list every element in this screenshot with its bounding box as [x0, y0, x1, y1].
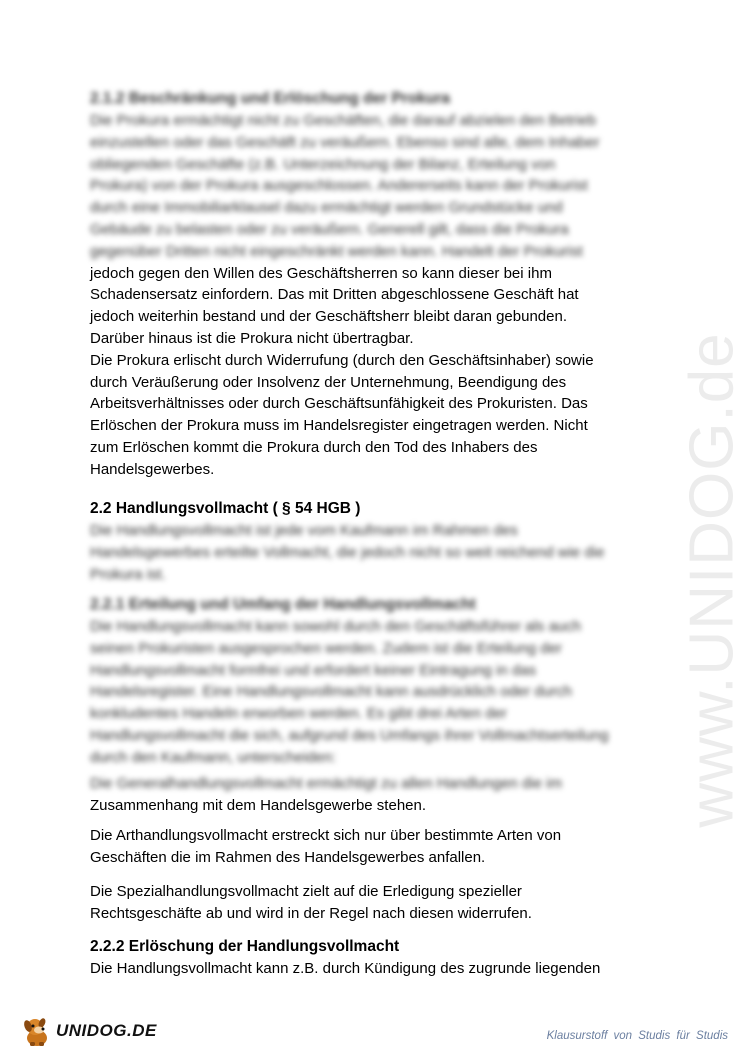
text-line: Handelsgewerbes erteilte Vollmacht, die jedoch nicht so weit reichend wie die — [90, 543, 605, 561]
section-heading: 2.1.2 Beschränkung und Erlöschung der Prokura — [90, 90, 451, 107]
text-line: gegenüber Dritten nicht eingeschränkt werden kann. Handelt der Prokurist — [90, 242, 583, 260]
text-line: durch Veräußerung oder Insolvenz der Unternehmung, Beendigung des — [90, 373, 567, 391]
text-line: Rechtsgeschäfte ab und wird in der Regel nach diesen widerrufen. — [90, 904, 532, 922]
text-line: Die Prokura erlischt durch Widerrufung (durch den Geschäftsinhaber) sowie — [90, 351, 594, 369]
text-line: jedoch weiterhin bestand und der Geschäftsherr bleibt daran gebunden. — [90, 308, 567, 326]
text-line: einzustellen oder das Geschäft zu veräußern. Ebenso sind alle, dem Inhaber — [90, 133, 600, 151]
paragraph-art — [90, 825, 665, 869]
section-2-2 — [90, 498, 665, 585]
text-line: Handlungsvollmacht die sich, aufgrund des Umfangs ihrer Vollmachtserteilung — [90, 726, 609, 744]
section-2-2-1 — [90, 594, 665, 769]
text-line: Darüber hinaus ist die Prokura nicht übertragbar. — [90, 329, 414, 347]
text-line: Die Generalhandlungsvollmacht ermächtigt zu allen Handlungen die im — [90, 775, 562, 792]
text-line: Die Spezialhandlungsvollmacht zielt auf die Erledigung spezieller — [90, 883, 522, 900]
text-line: Handelsregister. Eine Handlungsvollmacht kann ausdrücklich oder durch — [90, 683, 572, 701]
footer-logo — [20, 1014, 157, 1048]
text-line: Die Arthandlungsvollmacht erstreckt sich nur über bestimmte Arten von — [90, 827, 562, 844]
paragraph-general — [90, 773, 665, 817]
text-line: Die Prokura ermächtigt nicht zu Geschäften, die darauf abzielen den Betrieb — [90, 112, 597, 129]
text-line: Gebäude zu belasten oder zu veräußern. Generell gilt, dass die Prokura — [90, 220, 569, 238]
text-line: jedoch gegen den Willen des Geschäftsherren so kann dieser bei ihm — [90, 264, 552, 282]
text-line: Arbeitsverhältnisses oder durch Geschäftsunfähigkeit des Prokuristen. Das — [90, 395, 588, 413]
watermark: www.UNIDOG.de — [677, 332, 747, 828]
text-line: Die Handlungsvollmacht kann sowohl durch den Geschäftsführer als auch — [90, 618, 582, 635]
text-line: Schadensersatz einfordern. Das mit Dritten abgeschlossene Geschäft hat — [90, 286, 579, 304]
section-2-1-2 — [90, 88, 665, 481]
logo-text: UNIDOG.DE — [56, 1021, 157, 1040]
text-line: Die Handlungsvollmacht kann z.B. durch Kündigung des zugrunde liegenden — [90, 960, 601, 977]
section-2-2-2 — [90, 936, 665, 980]
text-line: obliegenden Geschäfte (z.B. Unterzeichnung der Bilanz, Erteilung von — [90, 155, 556, 173]
text-line: Prokura ist. — [90, 565, 166, 583]
paragraph-spezial — [90, 881, 665, 925]
section-heading: 2.2 Handlungsvollmacht ( § 54 HGB ) — [90, 500, 361, 517]
text-line: Geschäften die im Rahmen des Handelsgewerbes anfallen. — [90, 848, 486, 866]
text-line: Zusammenhang mit dem Handelsgewerbe stehen. — [90, 796, 427, 814]
footer-slogan: Klausurstoff von Studis für Studis — [546, 1030, 728, 1042]
text-line: zum Erlöschen kommt die Prokura durch den Tod des Inhabers des — [90, 438, 538, 456]
text-line: durch den Kaufmann, unterscheiden: — [90, 748, 336, 766]
dog-mascot-icon — [20, 1014, 54, 1048]
section-heading: 2.2.2 Erlöschung der Handlungsvollmacht — [90, 938, 400, 955]
text-line: Handelsgewerbes. — [90, 460, 215, 478]
text-line: konkludentes Handeln erworben werden. Es gibt drei Arten der — [90, 705, 507, 723]
text-line: Erlöschen der Prokura muss im Handelsregister eingetragen werden. Nicht — [90, 417, 588, 435]
text-line: Prokura) von der Prokura ausgeschlossen. Andererseits kann der Prokurist — [90, 177, 588, 195]
text-line: Handlungsvollmacht formfrei und erfordert keiner Eintragung in das — [90, 661, 537, 679]
text-line: durch eine Immobiliarklausel dazu ermächtigt werden Grundstücke und — [90, 199, 563, 217]
text-line: seinen Prokuristen ausgesprochen werden. Zudem ist die Erteilung der — [90, 639, 562, 657]
section-heading: 2.2.1 Erteilung und Umfang der Handlungsvollmacht — [90, 596, 476, 613]
text-line: Die Handlungsvollmacht ist jede vom Kaufmann im Rahmen des — [90, 522, 518, 539]
